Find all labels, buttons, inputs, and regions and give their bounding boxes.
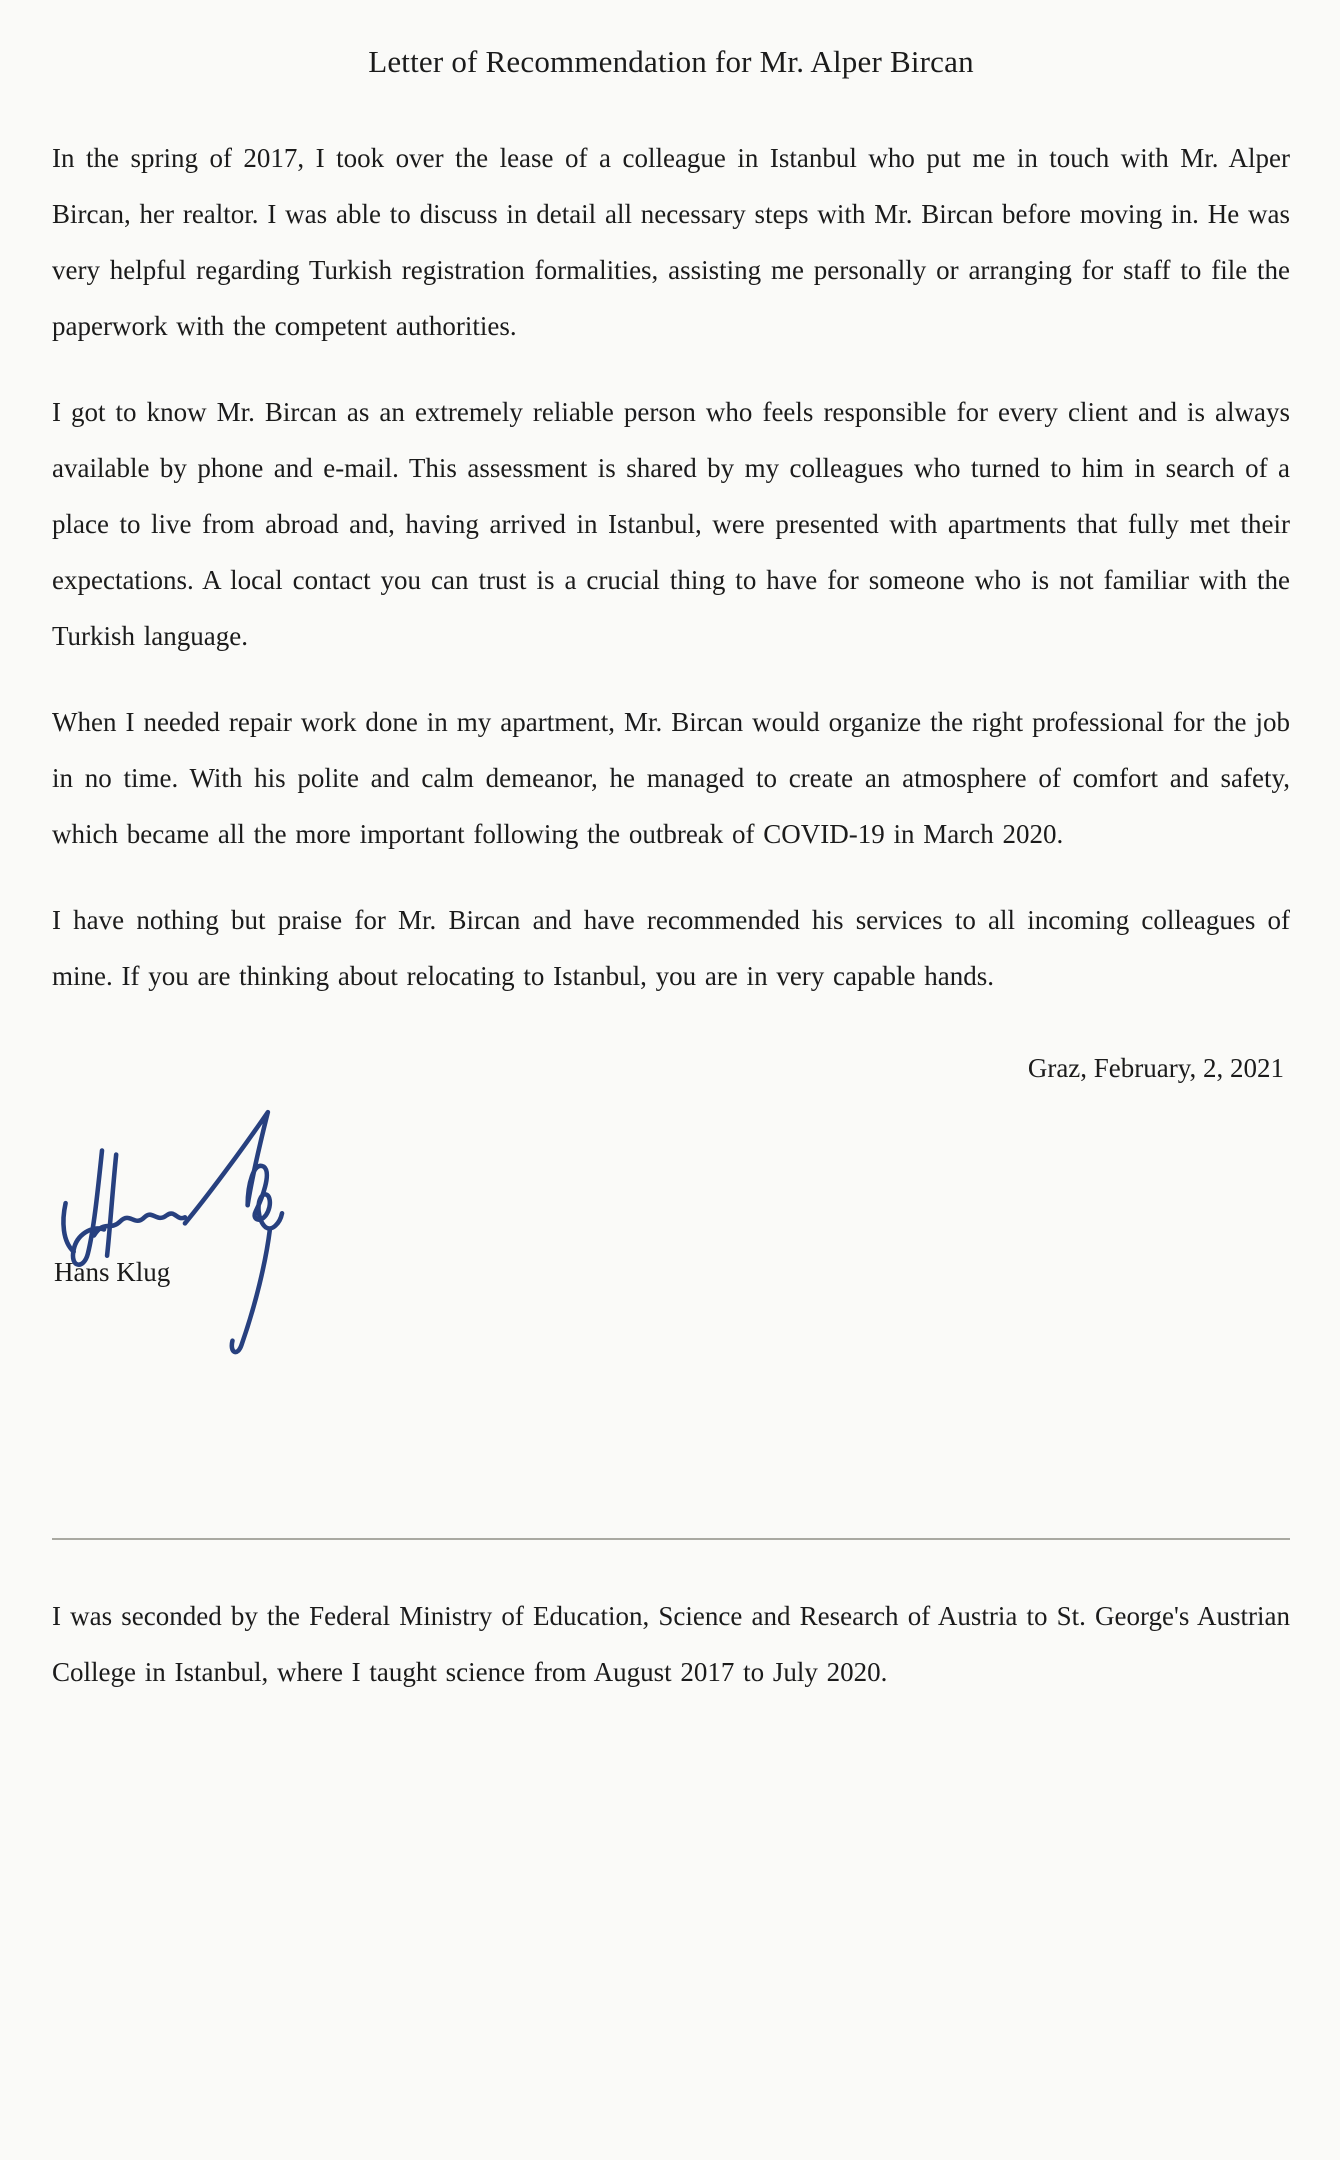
letter-title: Letter of Recommendation for Mr. Alper Bircan (368, 44, 974, 79)
paragraph-4: I have nothing but praise for Mr. Bircan and have recommended his services to all incoming colleagues of mine. If you are thinking about relocating to Istanbul, you are in very capable hands. (52, 905, 1290, 991)
signatory-name: Hans Klug (54, 1257, 171, 1287)
signature-block (52, 1104, 1290, 1366)
handwritten-signature-image (40, 1102, 340, 1370)
paragraph-3: When I needed repair work done in my apartment, Mr. Bircan would organize the right professional for the job in no time. With his polite and calm demeanor, he managed to create an atmosphere of comfort and safety, which became all the more important following the outbreak of COVID-19 in March 2020. (52, 707, 1290, 849)
paragraph-1: In the spring of 2017, I took over the lease of a colleague in Istanbul who put me in touch with Mr. Alper Bircan, her realtor. I was able to discuss in detail all necessary steps with Mr. Bircan before moving in. He was very helpful regarding Turkish registration formalities, assisting me personally or arranging for staff to file the paperwork with the competent authorities. (52, 143, 1290, 341)
dateline: Graz, February, 2, 2021 (1027, 1053, 1284, 1083)
signature-ink (63, 1112, 282, 1352)
paragraph-2: I got to know Mr. Bircan as an extremely reliable person who feels responsible for every client and is always available by phone and e-mail. This assessment is shared by my colleagues who turned to him in search of a place to live from abroad and, having arrived in Istanbul, were presented with apartments that fully met their expectations. A local contact you can trust is a crucial thing to have for someone who is not familiar with the Turkish language. (52, 397, 1290, 651)
footnote-divider (52, 1538, 1290, 1540)
footnote: I was seconded by the Federal Ministry of Education, Science and Research of Austria to St. George's Austrian College in Istanbul, where I taught science from August 2017 to July 2020. (52, 1601, 1290, 1687)
